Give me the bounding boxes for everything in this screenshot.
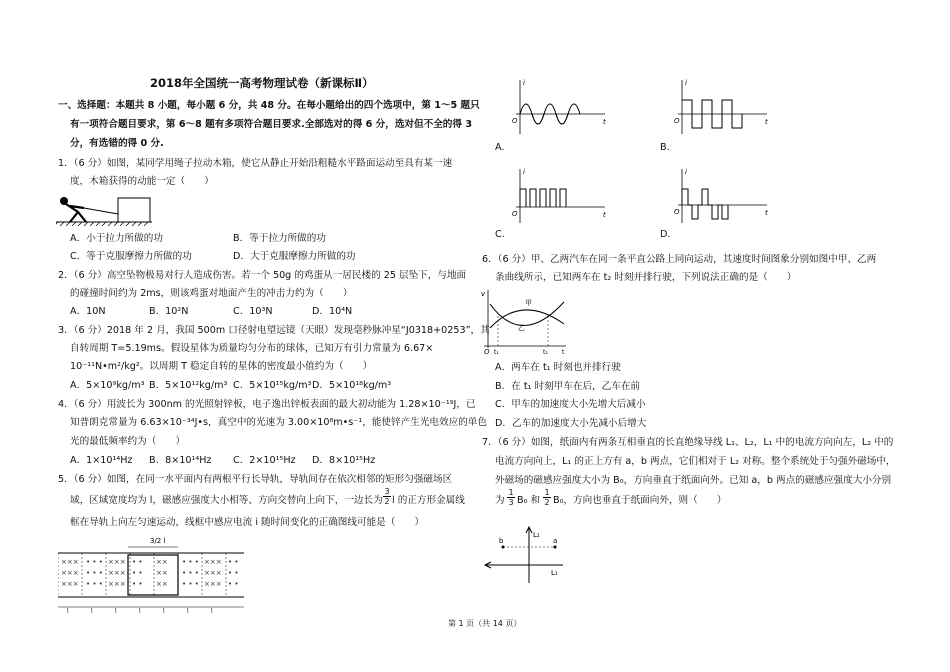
q3-text-line2: 自转周期 T=5.19ms。假设星体为质量均匀分布的球体，已知万有引力常量为 6.67× xyxy=(70,343,434,354)
svg-text:×××: ××× xyxy=(108,558,126,566)
q7-fraction-2-denominator: 2 xyxy=(544,498,550,507)
section-instructions-line1: 一、选择题：本题共 8 小题，每小题 6 分，共 48 分。在每小题给出的四个选项中，第 1～5 题只 xyxy=(58,100,480,111)
q1-option-a[interactable]: A．小于拉力所做的功 xyxy=(70,233,163,244)
q6-vt-figure xyxy=(480,288,570,356)
q6-option-d[interactable]: D．乙车的加速度大小先减小后增大 xyxy=(495,418,647,429)
q7-fig-b: b xyxy=(499,537,504,545)
q6-option-b[interactable]: B．在 t₁ 时刻甲车在后，乙车在前 xyxy=(495,381,641,392)
q6-option-a[interactable]: A．两车在 t₁ 时刻也并排行驶 xyxy=(495,362,621,373)
q3-option-a[interactable]: A．5×10⁹kg/m³ xyxy=(70,380,145,391)
q5-graph-a-i: i xyxy=(523,79,525,87)
q5-graph-d-t: t xyxy=(765,209,768,217)
q5-graph-b xyxy=(672,76,772,136)
q4-option-a[interactable]: A．1×10¹⁴Hz xyxy=(70,455,133,466)
q4-text-line1: 4．（6 分）用波长为 300nm 的光照射锌板，电子逸出锌板表面的最大初动能为 1.28×10⁻¹⁹J，已 xyxy=(58,399,476,410)
svg-text:××: ×× xyxy=(156,569,168,577)
q5-graph-a xyxy=(510,76,610,136)
q5-graph-label-d[interactable]: D. xyxy=(660,229,671,240)
q7-fraction-1-numerator: 1 xyxy=(508,488,514,497)
svg-text:××: ×× xyxy=(156,558,168,566)
q7-text-line4-mid: B₀ 和 xyxy=(517,495,541,506)
svg-text:×××: ××× xyxy=(61,580,79,588)
svg-text:• • •: • • • xyxy=(86,558,103,566)
svg-text:• • •: • • • xyxy=(182,580,199,588)
svg-text:• • •: • • • xyxy=(86,580,103,588)
q6-option-c[interactable]: C．甲车的加速度大小先增大后减小 xyxy=(495,399,646,410)
svg-text:• • •: • • • xyxy=(86,569,103,577)
q5-graph-d-i: i xyxy=(685,168,687,176)
q5-graph-b-i: i xyxy=(685,79,687,87)
q5-fig-l-2: l xyxy=(91,608,93,615)
q5-fig-l-4: l xyxy=(139,608,141,615)
svg-text:• •: • • xyxy=(228,569,239,577)
q4-text-line2: 知普朗克常量为 6.63×10⁻³⁴J•s，真空中的光速为 3.00×10⁸m•s⁻¹，能使锌产生光电效应的单色 xyxy=(70,417,487,428)
q5-graph-a-o: O xyxy=(512,117,518,125)
q4-option-b[interactable]: B．8×10¹⁴Hz xyxy=(149,455,212,466)
q5-graph-c xyxy=(510,165,610,225)
paper-title: 2018年全国统一高考物理试卷（新课标Ⅱ） xyxy=(150,76,374,90)
q5-fig-l-6: l xyxy=(187,608,189,615)
q5-graph-d xyxy=(672,165,772,225)
q7-fig-l2: L₂ xyxy=(533,531,540,539)
q6-text-line1: 6．（6 分）甲、乙两汽车在同一条平直公路上同向运动，其速度时间图象分别如图中甲、乙两 xyxy=(482,254,877,265)
q7-fraction-2 xyxy=(543,488,551,507)
q5-graph-d-o: O xyxy=(674,208,680,216)
q4-text-line3: 光的最低频率约为（ ） xyxy=(70,436,186,447)
q7-text-line4-pre: 为 xyxy=(495,495,505,506)
q7-text-line4-post: B₀，方向也垂直于纸面向外，则（ ） xyxy=(553,495,727,506)
q5-text-line2b: l 的正方形金属线 xyxy=(392,495,465,506)
q5-graph-b-o: O xyxy=(674,117,680,125)
q1-text-line2: 度，木箱获得的动能一定（ ） xyxy=(70,176,214,187)
q2-option-a[interactable]: A．10N xyxy=(70,306,106,317)
svg-text:×××: ××× xyxy=(108,569,126,577)
q6-text-line2: 条曲线所示，已知两车在 t₂ 时刻并排行驶，下列说法正确的是（ ） xyxy=(495,272,797,283)
q5-graph-label-c[interactable]: C. xyxy=(495,229,505,240)
q5-fig-l-1: l xyxy=(67,608,69,615)
svg-text:×××: ××× xyxy=(108,580,126,588)
q7-fraction-1 xyxy=(507,488,515,507)
q5-graph-label-a[interactable]: A. xyxy=(495,142,505,153)
q7-text-line2: 电流方向向上，L₁ 的正上方有 a，b 两点，它们相对于 L₂ 对称。整个系统处于匀强外磁场中， xyxy=(495,456,896,467)
svg-text:• • •: • • • xyxy=(182,569,199,577)
q5-fig-l-3: l xyxy=(115,608,117,615)
q3-option-b[interactable]: B．5×10¹²kg/m³ xyxy=(149,380,228,391)
q3-text-line1: 3．（6 分）2018 年 2 月，我国 500m 口径射电望远镜（天眼）发现毫秒脉冲星“J0318+0253”，其 xyxy=(58,325,490,336)
q5-fig-l-7: l xyxy=(211,608,213,615)
q5-fraction-denominator: 2 xyxy=(384,497,390,506)
q6-fig-o: O xyxy=(484,348,490,356)
q5-fraction xyxy=(383,487,391,506)
svg-text:×××: ××× xyxy=(204,569,222,577)
q6-fig-v: v xyxy=(481,290,486,298)
q5-graph-c-i: i xyxy=(523,168,525,176)
q7-fig-a: a xyxy=(553,537,558,545)
svg-text:×××: ××× xyxy=(204,580,222,588)
q6-fig-yi: 乙 xyxy=(518,324,525,332)
q1-option-d[interactable]: D．大于克服摩擦力所做的功 xyxy=(233,251,356,262)
q1-crate-figure xyxy=(56,192,156,226)
q7-fig-l1: L₁ xyxy=(551,569,558,577)
svg-text:×××: ××× xyxy=(61,558,79,566)
q6-fig-t2: t₂ xyxy=(543,349,548,356)
q5-fig-frac-label: 3/2 l xyxy=(150,537,166,545)
q2-option-c[interactable]: C．10³N xyxy=(233,306,273,317)
q7-text-line3: 外磁场的磁感应强度大小为 B₀，方向垂直于纸面向外。已知 a，b 两点的磁感应强度大小分别 xyxy=(495,475,892,486)
page-footer: 第 1 页（共 14 页） xyxy=(448,619,522,628)
q6-fig-t: t xyxy=(562,349,565,356)
q1-option-b[interactable]: B．等于拉力所做的功 xyxy=(233,233,326,244)
q3-option-d[interactable]: D．5×10¹⁸kg/m³ xyxy=(312,380,392,391)
q4-option-d[interactable]: D．8×10¹⁵Hz xyxy=(312,455,376,466)
svg-text:• •: • • xyxy=(132,580,143,588)
q5-text-line3: 框在导轨上向左匀速运动，线框中感应电流 i 随时间变化的正确图线可能是（ ） xyxy=(70,517,425,528)
svg-text:×××: ××× xyxy=(61,569,79,577)
q1-option-c[interactable]: C．等于克服摩擦力所做的功 xyxy=(70,251,192,262)
q7-fraction-1-denominator: 3 xyxy=(508,498,514,507)
svg-text:• •: • • xyxy=(228,580,239,588)
q2-option-b[interactable]: B．10²N xyxy=(149,306,189,317)
q6-fig-t1: t₁ xyxy=(494,349,499,356)
q7-text-line1: 7．（6 分）如图，纸面内有两条互相垂直的长直绝缘导线 L₁、L₂，L₁ 中的电流方向向左，L₂ 中的 xyxy=(482,437,894,448)
q5-graph-c-o: O xyxy=(512,210,518,218)
q5-fraction-numerator: 3 xyxy=(384,487,390,496)
q5-graph-label-b[interactable]: B. xyxy=(660,142,670,153)
q5-graph-c-t: t xyxy=(603,211,606,219)
q2-text-line1: 2．（6 分）高空坠物极易对行人造成伤害。若一个 50g 的鸡蛋从一居民楼的 25 层坠下，与地面 xyxy=(58,270,467,281)
q5-field-figure xyxy=(58,535,258,615)
section-instructions-line3: 分，有选错的得 0 分. xyxy=(70,138,164,149)
q7-fraction-2-numerator: 1 xyxy=(544,488,550,497)
svg-text:• •: • • xyxy=(132,558,143,566)
q4-option-c[interactable]: C．2×10¹⁵Hz xyxy=(233,455,296,466)
q5-text-line1: 5．（6 分）如图，在同一水平面内有两根平行长导轨，导轨间存在依次相邻的矩形匀强磁场区 xyxy=(58,474,453,485)
q2-option-d[interactable]: D．10⁴N xyxy=(312,306,353,317)
q1-text-line1: 1．（6 分）如图，某同学用绳子拉动木箱，使它从静止开始沿粗糙水平路面运动至具有某一速 xyxy=(58,158,453,169)
q2-text-line2: 的碰撞时间约为 2ms，则该鸡蛋对地面产生的冲击力约为（ ） xyxy=(70,288,353,299)
q6-fig-jia: 甲 xyxy=(525,299,532,307)
svg-text:×××: ××× xyxy=(204,558,222,566)
q3-option-c[interactable]: C．5×10¹⁵kg/m³ xyxy=(233,380,312,391)
q5-fig-l-5: l xyxy=(163,608,165,615)
q5-text-line2: 域，区域宽度均为 l，磁感应强度大小相等、方向交替向上向下，一边长为 xyxy=(70,495,383,506)
q3-text-line3: 10⁻¹¹N•m²/kg²。以周期 T 稳定自转的星体的密度最小值约为（ ） xyxy=(70,361,373,372)
q7-wires-figure xyxy=(483,525,583,585)
svg-text:• •: • • xyxy=(228,558,239,566)
svg-text:××: ×× xyxy=(156,580,168,588)
q5-graph-a-t: t xyxy=(603,118,606,126)
svg-text:• •: • • xyxy=(132,569,143,577)
section-instructions-line2: 有一项符合题目要求，第 6～8 题有多项符合题目要求.全部选对的得 6 分，选对但不全的得 3 xyxy=(70,119,473,130)
q5-graph-b-t: t xyxy=(765,118,768,126)
svg-text:• • •: • • • xyxy=(182,558,199,566)
